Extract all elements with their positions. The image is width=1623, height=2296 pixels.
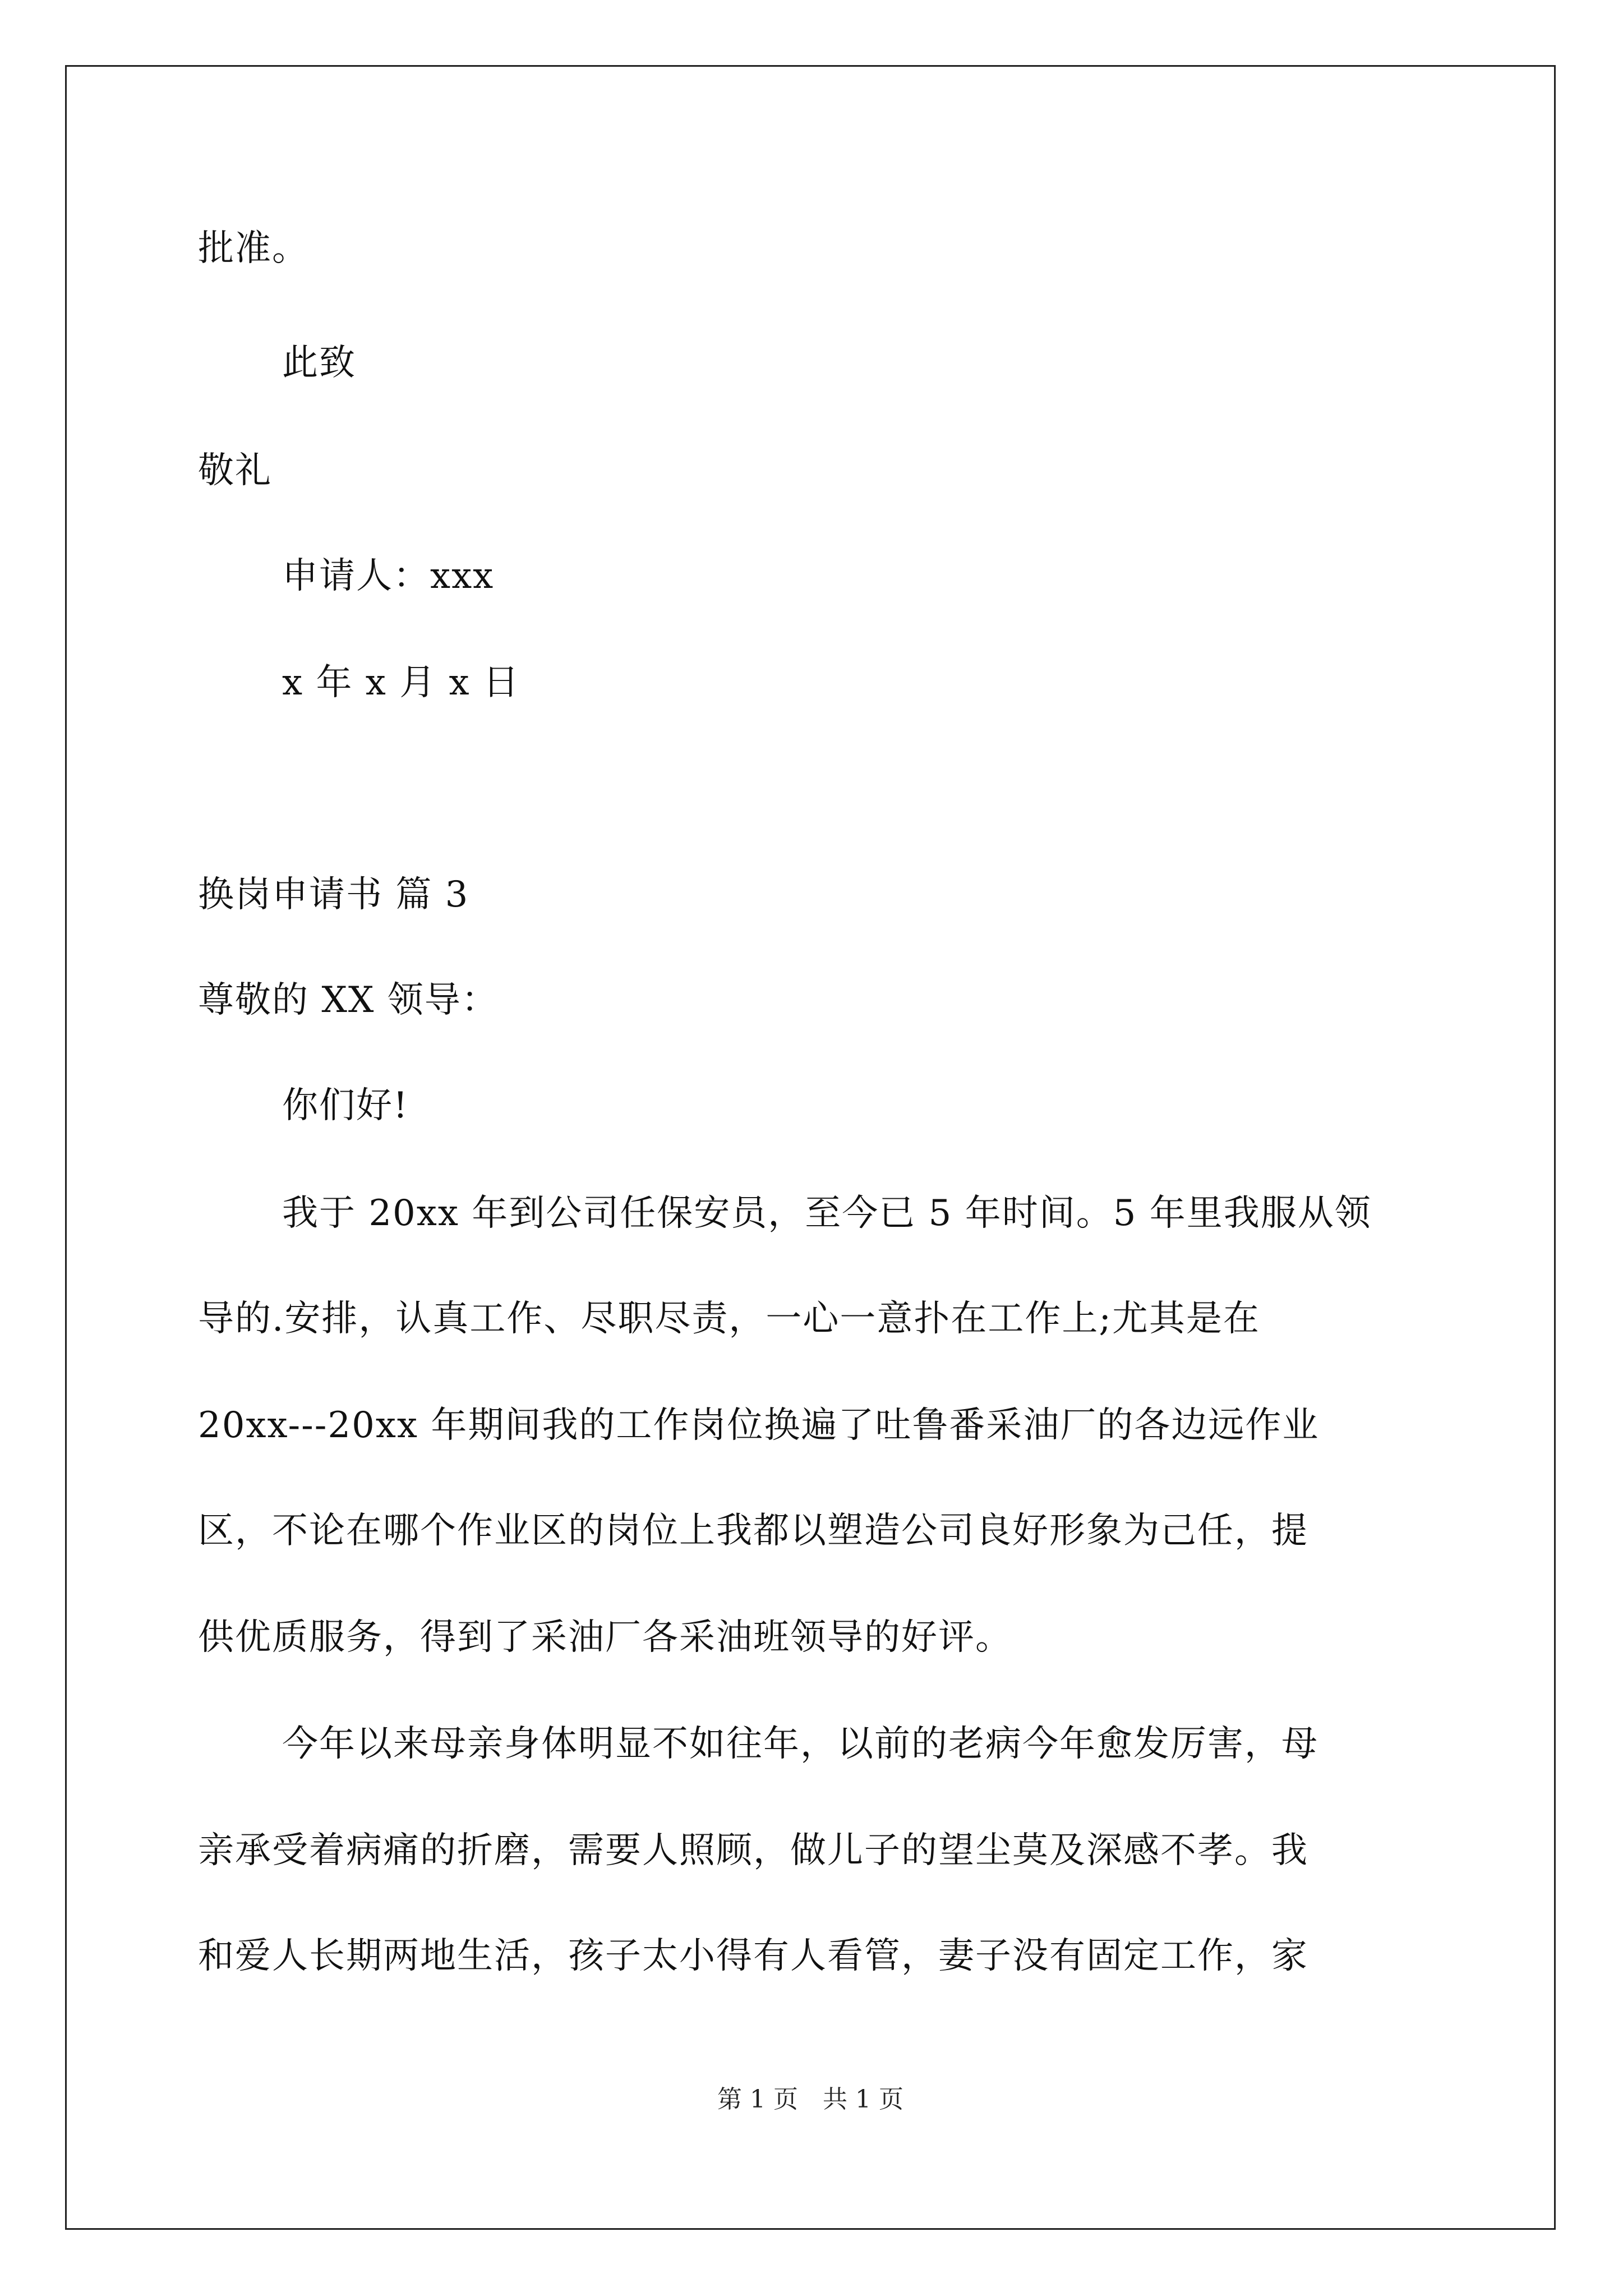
text-line: 区，不论在哪个作业区的岗位上我都以塑造公司良好形象为己任，提: [198, 1510, 1308, 1552]
page-footer: 第 1 页 共 1 页: [717, 2085, 903, 2114]
text-line: 申请人：xxx: [282, 555, 495, 597]
text-line: 亲承受着病痛的折磨，需要人照顾，做儿子的望尘莫及深感不孝。我: [198, 1830, 1308, 1871]
salutation: 尊敬的 XX 领导：: [198, 979, 499, 1021]
text-line: 今年以来母亲身体明显不如往年，以前的老病今年愈发厉害，母: [282, 1723, 1318, 1765]
document-body: [67, 67, 1554, 2228]
text-line: 批准。: [198, 228, 309, 269]
text-line: 20xx---20xx 年期间我的工作岗位换遍了吐鲁番采油厂的各边远作业: [198, 1405, 1320, 1446]
text-line: 此致: [282, 342, 356, 384]
text-line: 你们好!: [282, 1085, 409, 1126]
section-heading: 换岗申请书 篇 3: [198, 874, 469, 915]
text-line: 我于 20xx 年到公司任保安员，至今已 5 年时间。5 年里我服从领: [282, 1193, 1372, 1234]
page-border: [65, 65, 1556, 2230]
text-line: 敬礼: [198, 450, 272, 491]
text-line: 供优质服务，得到了采油厂各采油班领导的好评。: [198, 1617, 1012, 1658]
text-line: 导的.安排，认真工作、尽职尽责，一心一意扑在工作上;尤其是在: [198, 1298, 1260, 1340]
text-line: 和爱人长期两地生活，孩子太小得有人看管，妻子没有固定工作，家: [198, 1935, 1308, 1977]
text-line: x 年 x 月 x 日: [282, 662, 520, 703]
